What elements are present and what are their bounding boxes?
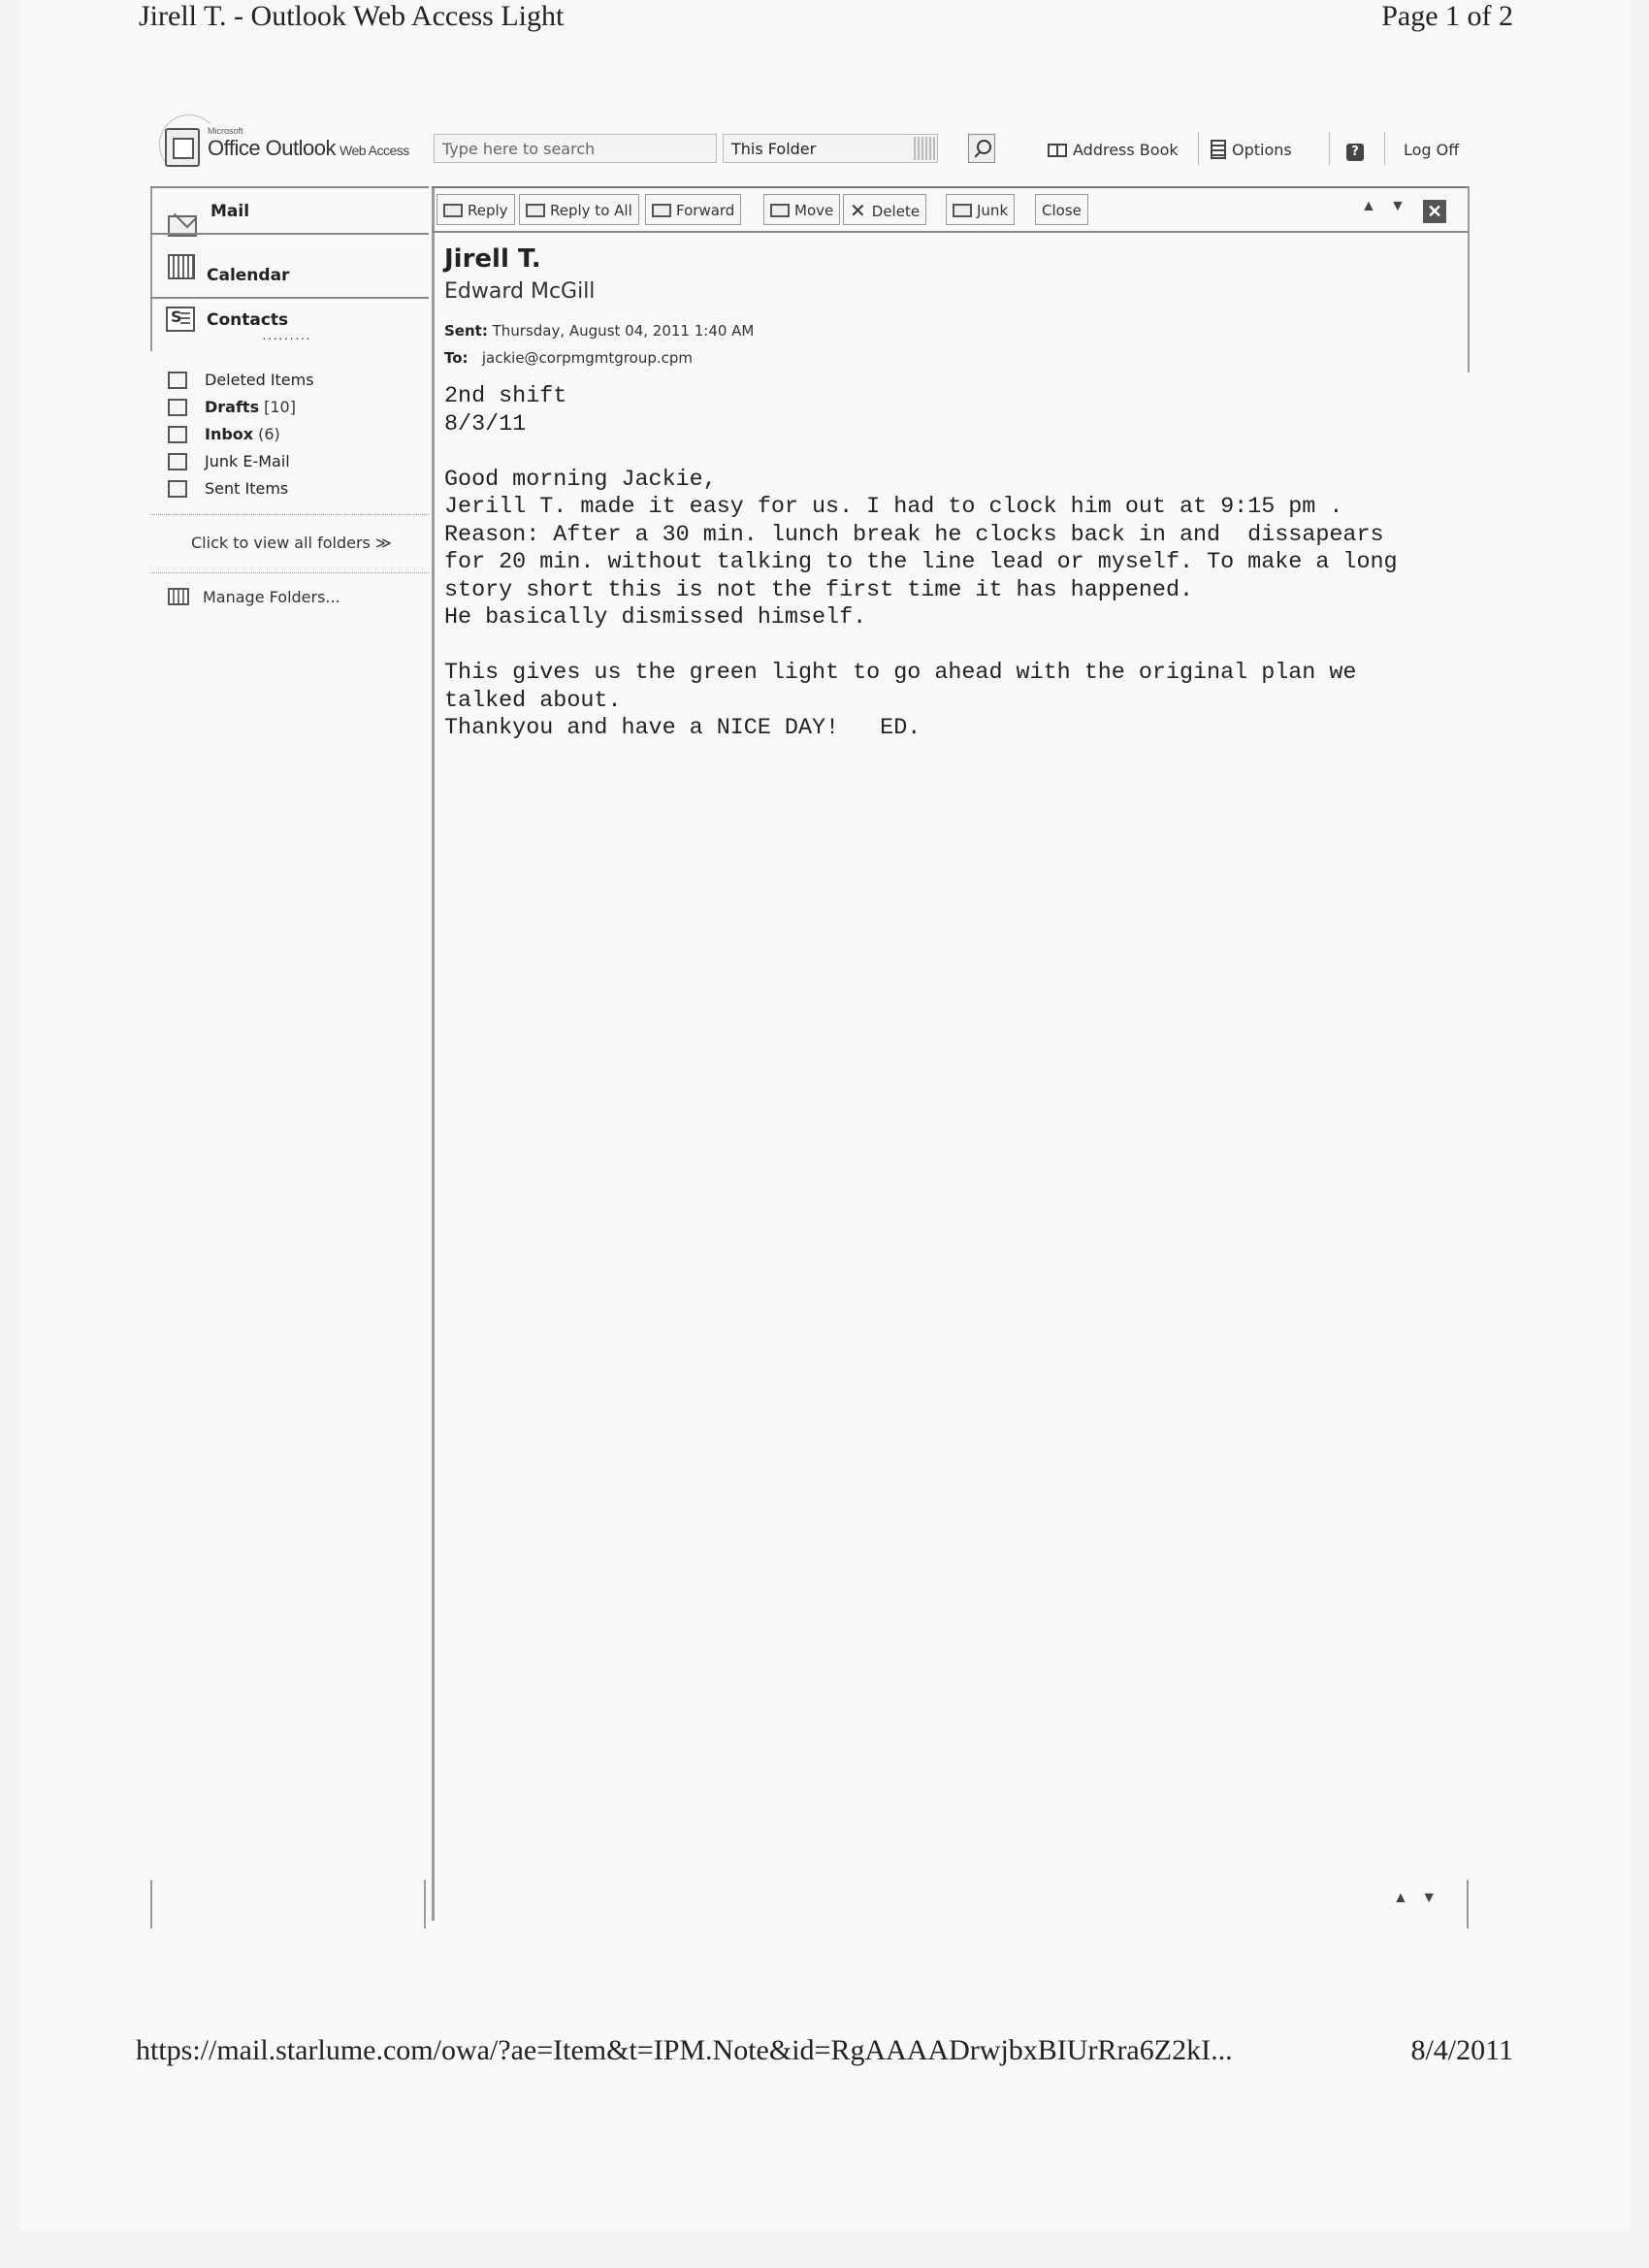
message-toolbar [432,186,1468,233]
forward-label: Forward [676,202,735,219]
address-book-icon [1048,144,1067,157]
reply-label: Reply [468,202,508,219]
page-number: Page 1 of 2 [1381,0,1513,32]
folder-label: Junk E-Mail [205,452,290,470]
reply-icon [443,204,463,217]
print-title: Jirell T. - Outlook Web Access Light [139,0,565,32]
reply-all-button[interactable] [519,194,639,225]
message-body: 2nd shift 8/3/11 Good morning Jackie, Jerill T. made it easy for us. I had to clock him out at 9:15 pm . Reason: After a 30 min. lunch break he clocks back in and dissapears for 20 min. without talking to the line lead or myself. To make a long story short this is not the first time it has happened. He basically dismissed himself. This gives us the green light to go ahead with the original plan we talked about. Thankyou and have a NICE DAY! ED. [444,384,1398,741]
sent-label: Sent: [444,322,488,340]
pane-border [424,1880,426,1928]
help-button[interactable] [1346,136,1364,165]
close-button[interactable]: Close [1035,194,1088,225]
contacts-icon [166,307,195,332]
reply-all-icon [526,204,545,217]
message-sender[interactable]: Edward McGill [444,279,596,304]
forward-icon [652,204,671,217]
folder-count: [10] [264,398,296,416]
nav-calendar-label: Calendar [207,266,290,285]
pane-border [150,1880,152,1928]
search-button[interactable] [968,134,995,163]
divider [150,514,429,515]
divider [150,572,429,573]
search-input[interactable]: Type here to search [434,134,717,163]
deleted-items-icon [168,372,187,389]
separator [1198,132,1199,165]
bottom-navigation [1393,1890,1437,1907]
move-icon [770,204,790,217]
sent-items-icon [168,480,187,498]
options-link[interactable] [1211,136,1292,165]
search-scope-value: This Folder [731,140,817,158]
options-icon [1211,140,1226,159]
resize-handle-icon[interactable]: ········· [262,330,311,345]
separator [1384,132,1385,165]
separator [1329,132,1330,165]
pane-border [1467,1880,1469,1928]
print-date: 8/4/2011 [1410,2034,1513,2066]
previous-item-icon[interactable]: ▲ [1393,1890,1408,1906]
to-line [444,349,693,367]
nav-contacts-label: Contacts [207,310,289,330]
inbox-icon [168,426,187,443]
options-label: Options [1232,141,1292,159]
sent-value: Thursday, August 04, 2011 1:40 AM [492,322,755,340]
help-icon: ? [1346,144,1364,161]
navigation-pane [150,186,432,1923]
address-book-label: Address Book [1073,141,1179,159]
junk-button[interactable] [946,194,1015,225]
drafts-icon [168,399,187,416]
to-value[interactable]: jackie@corpmgmtgroup.cpm [481,349,694,367]
to-label: To: [444,349,469,367]
next-item-icon[interactable]: ▼ [1421,1890,1438,1906]
manage-folders-link[interactable] [168,588,340,606]
search-scope-select[interactable] [723,134,938,163]
junk-icon [953,204,972,217]
move-label: Move [794,202,834,219]
logo-title [208,136,409,161]
log-off-link[interactable]: Log Off [1404,141,1460,159]
logo-subtitle: Web Access [340,143,409,158]
nav-mail[interactable] [150,186,429,235]
print-header [139,0,1513,39]
dropdown-icon [914,137,935,160]
forward-button[interactable] [645,194,741,225]
logo-microsoft: Microsoft [208,126,243,136]
pane-border [1468,186,1470,373]
sent-line [444,322,754,340]
close-icon[interactable]: ✕ [1423,200,1446,223]
manage-folders-label: Manage Folders... [203,588,340,606]
print-url: https://mail.starlume.com/owa/?ae=Item&t=IPM.Note&id=RgAAAADrwjbxBIUrRra6Z2kI... [136,2034,1233,2066]
folder-label: Inbox [205,425,254,443]
message-subject: Jirell T. [444,244,541,274]
junk-email-icon [168,453,187,470]
folder-label: Deleted Items [205,371,314,389]
delete-button[interactable] [843,194,926,225]
folder-label: Drafts [205,398,260,416]
reply-button[interactable] [436,194,515,225]
folder-label: Sent Items [205,479,289,498]
top-bar [155,114,1470,186]
nav-calendar[interactable] [150,233,429,297]
junk-label: Junk [977,202,1009,219]
manage-folders-icon [168,588,189,605]
folder-count: (6) [258,425,280,443]
address-book-link-wrap[interactable] [1048,136,1179,165]
nav-mail-label: Mail [210,202,250,221]
logo-main-text: Office Outlook [208,136,336,160]
delete-label: Delete [871,203,921,220]
view-all-folders-link[interactable]: Click to view all folders ≫ [191,534,392,552]
next-item-icon[interactable]: ▼ [1390,198,1406,214]
calendar-icon [168,254,195,279]
move-button[interactable] [763,194,840,225]
previous-item-icon[interactable]: ▲ [1361,198,1376,214]
pane-border [432,186,435,1921]
delete-icon: ✕ [850,199,866,222]
office-logo-icon [165,128,200,167]
reply-all-label: Reply to All [550,202,632,219]
